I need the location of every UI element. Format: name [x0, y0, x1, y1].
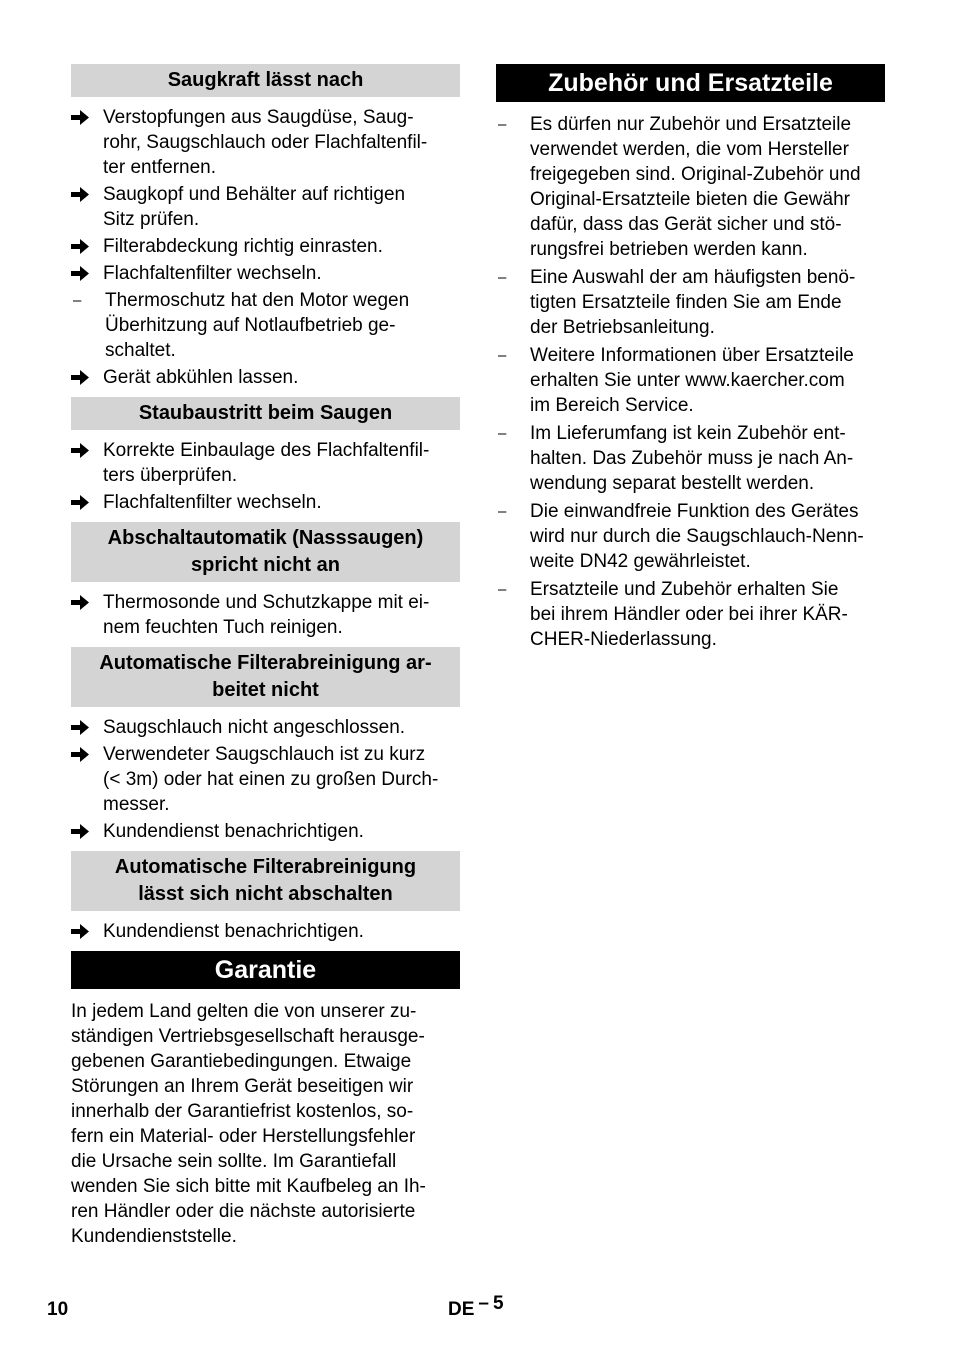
arrow-icon	[71, 234, 103, 259]
arrow-icon	[71, 490, 103, 515]
page-separator: –	[478, 1293, 489, 1314]
list-item	[71, 105, 460, 180]
list-item	[496, 112, 885, 262]
guarantee-heading: Garantie	[71, 951, 460, 989]
list-item	[496, 421, 885, 496]
list-item-text: Weitere Informationen über Ersatzteile erhalten Sie unter www.kaercher.com im Bereich Service.	[530, 345, 854, 416]
list-item	[71, 182, 460, 232]
list-item-text: Verstopfungen aus Saugdüse, Saug- rohr, Saugschlauch oder Flachfaltenfil- ter entfernen.	[103, 107, 428, 178]
item-list	[71, 105, 460, 390]
dash-bullet: –	[73, 292, 82, 309]
list-item	[71, 365, 460, 390]
dash-bullet: –	[498, 581, 507, 598]
item-list	[71, 438, 460, 515]
list-item-text: Es dürfen nur Zubehör und Ersatzteile verwendet werden, die vom Hersteller freigegeben sind. Original-Zubehör und Original-Ersatzteile bieten die Gewähr dafür, dass das Gerät sicher und stö- rungsfrei betrieben werden kann.	[530, 114, 861, 260]
list-item-text: Thermoschutz hat den Motor wegen Überhitzung auf Notlaufbetrieb ge- schaltet.	[105, 290, 410, 361]
list-item-text: Kundendienst benachrichtigen.	[103, 921, 364, 942]
accessories-heading: Zubehör und Ersatzteile	[496, 64, 885, 102]
list-item-text: Saugkopf und Behälter auf richtigen Sitz prüfen.	[103, 184, 406, 230]
list-item-text: Korrekte Einbaulage des Flachfaltenfil- ters überprüfen.	[103, 440, 430, 486]
section-page-number: 5	[492, 1293, 504, 1314]
dash-bullet: –	[498, 347, 507, 364]
right-column	[496, 64, 885, 659]
list-item	[71, 819, 460, 844]
list-item	[496, 265, 885, 340]
guarantee-text: In jedem Land gelten die von unserer zu- ständigen Vertriebsgesellschaft herausge- gebenen Garantiebedingungen. Etwaige Störungen an Ihrem Gerät beseitigen wir innerhalb der Garantiefrist kostenlos, so- fern ein Material- oder Herstellungsfehler die Ursache sein sollte. Im Garantiefall wenden Sie sich bitte mit Kaufbeleg an Ih- ren Händler oder die nächste autorisierte Kundendienststelle.	[71, 1001, 426, 1247]
list-item	[71, 438, 460, 488]
arrow-icon	[71, 105, 103, 180]
section-heading: Staubaustritt beim Saugen	[71, 397, 460, 430]
list-item	[71, 490, 460, 515]
section-heading: Saugkraft lässt nach	[71, 64, 460, 97]
arrow-icon	[71, 819, 103, 844]
arrow-icon	[71, 365, 103, 390]
list-item	[496, 577, 885, 652]
arrow-icon	[71, 590, 103, 640]
list-item-text: Die einwandfreie Funktion des Gerätes wird nur durch die Saugschlauch-Nenn- weite DN42 gewährleistet.	[530, 501, 864, 572]
list-item-text: Flachfaltenfilter wechseln.	[103, 492, 322, 513]
arrow-icon	[71, 438, 103, 488]
section-heading: Automatische Filterabreinigung lässt sich nicht abschalten	[71, 851, 460, 911]
list-item-text: Im Lieferumfang ist kein Zubehör ent- halten. Das Zubehör muss je nach An- wendung separat bestellt werden.	[530, 423, 854, 494]
list-item-text: Verwendeter Saugschlauch ist zu kurz (< 3m) oder hat einen zu großen Durch- messer.	[103, 744, 439, 815]
item-list	[71, 590, 460, 640]
dash-bullet: –	[498, 269, 507, 286]
arrow-icon	[71, 182, 103, 232]
list-item	[71, 288, 460, 363]
list-item	[71, 715, 460, 740]
page-number: 10	[47, 1299, 69, 1320]
language-code: DE	[448, 1299, 475, 1320]
section-page-label	[448, 1293, 504, 1322]
arrow-icon	[71, 742, 103, 817]
list-item-text: Flachfaltenfilter wechseln.	[103, 263, 322, 284]
item-list	[71, 715, 460, 844]
list-item	[71, 234, 460, 259]
list-item-text: Filterabdeckung richtig einrasten.	[103, 236, 383, 257]
item-list	[71, 919, 460, 944]
list-item	[71, 742, 460, 817]
list-item-text: Ersatzteile und Zubehör erhalten Sie bei ihrem Händler oder bei ihrer KÄR- CHER-Niederlassung.	[530, 579, 848, 650]
list-item-text: Eine Auswahl der am häufigsten benö- tigten Ersatzteile finden Sie am Ende der Betriebsanleitung.	[530, 267, 856, 338]
accessories-list	[496, 112, 885, 652]
dash-bullet: –	[498, 503, 507, 520]
list-item-text: Saugschlauch nicht angeschlossen.	[103, 717, 406, 738]
list-item	[71, 261, 460, 286]
section-heading: Automatische Filterabreinigung ar- beitet nicht	[71, 647, 460, 707]
left-column	[71, 64, 460, 1249]
arrow-icon	[71, 919, 103, 944]
arrow-icon	[71, 715, 103, 740]
list-item-text: Thermosonde und Schutzkappe mit ei- nem feuchten Tuch reinigen.	[103, 592, 430, 638]
list-item	[71, 919, 460, 944]
dash-bullet: –	[498, 425, 507, 442]
section-heading: Abschaltautomatik (Nasssaugen) spricht nicht an	[71, 522, 460, 582]
arrow-icon	[71, 261, 103, 286]
dash-bullet: –	[498, 116, 507, 133]
list-item	[496, 499, 885, 574]
list-item	[496, 343, 885, 418]
list-item-text: Gerät abkühlen lassen.	[103, 367, 299, 388]
list-item	[71, 590, 460, 640]
list-item-text: Kundendienst benachrichtigen.	[103, 821, 364, 842]
